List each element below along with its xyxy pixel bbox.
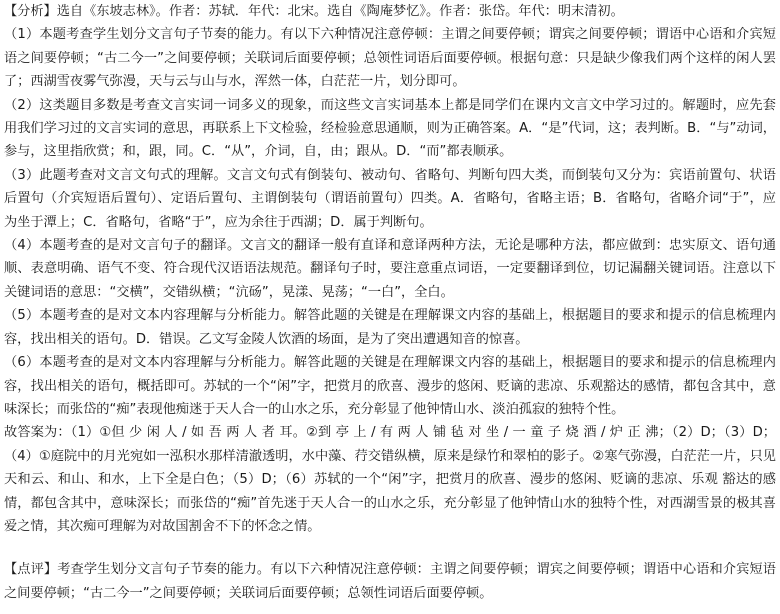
comment-paragraph: 【点评】考查学生划分文言句子节奏的能力。有以下六种情况注意停顿：主谓之间要停顿；谓宾之间要停顿；谓语中心语和介宾短语之间要停顿；“古二今一”之间要停顿；关联词后面要停顿；总领性词语后面要停顿。 — [4, 562, 776, 601]
analysis-item-1: （1）本题考查学生划分文言句子节奏的能力。有以下六种情况注意停顿：主谓之间要停顿；谓宾之间要停顿；谓语中心语和介宾短语之间要停顿；“古二今一”之间要停顿；关联词后面要停顿；总领性词语后面要停顿。根据句意：只是缺少像我们两个这样的闲人罢了；西湖雪夜雾气弥漫，天与云与山与水，浑然一体，白茫茫一片，划分即可。 — [4, 27, 776, 90]
analysis-item-5: （5）本题考查的是对文本内容理解与分析能力。解答此题的关键是在理解课文内容的基础上，根据题目的要求和提示的信息梳理内容，找出相关的语句。D．错误。乙文写金陵人饮酒的场面，是为了突出遭遇知音的惊喜。 — [4, 308, 776, 347]
analysis-item-6: （6）本题考查的是对文本内容理解与分析能力。解答此题的关键是在理解课文内容的基础上，根据题目的要求和提示的信息梳理内容，找出相关的语句，概括即可。苏轼的一个“闲”字，把赏月的欣喜、漫步的悠闲、贬谪的悲凉、乐观豁达的感情，都包含其中，意味深长；而张岱的“痴”表现他痴迷于天人合一的山水之乐，充分彰显了他钟情山水、淡泊孤寂的独特个性。 — [4, 355, 776, 417]
analysis-header: 【分析】选自《东坡志林》。作者：苏轼．年代：北宋。选自《陶庵梦忆》。作者：张岱。年代：明末清初。 — [4, 4, 624, 19]
analysis-item-3: （3）此题考查对文言文句式的理解。文言文句式有倒装句、被动句、省略句、判断句四大类，而倒装句又分为：宾语前置句、状语后置句（介宾短语后置句）、定语后置句、主谓倒装句（谓语前置句）四类。A．省略句，省略主语；B．省略句，省略介词“于”，应为坐于潭上；C．省略句，省略“于”，应为余往于西湖；D．属于判断句。 — [4, 167, 776, 230]
answer-summary: 故答案为：（1）①但 少 闲 人 / 如 吾 两 人 者 耳。②到 亭 上 / 有 两 人 铺 毡 对 坐 / 一 童 子 烧 酒 / 炉 正 沸；（2）D；（3）D；（4）①庭院中的月光宛如一泓积水那样清澈透明，水中藻、荇交错纵横，原来是绿竹和翠柏的影子。②寒气弥漫，白茫茫一片，只见天和云、和山、和水，上下全是白色；（5）D；（6）苏轼的一个“闲”字，把赏月的欣喜、漫步的悠闲、贬谪的悲凉、乐观 豁达的感情，都包含其中，意味深长；而张岱的“痴”首先迷于天人合一的山水之乐，充分彰显了他钟情山水的独特个性，对西湖雪景的极其喜爱之情，其次痴可理解为对故国割舍不下的怀念之情。 — [4, 425, 776, 534]
analysis-item-4: （4）本题考查的是对文言句子的翻译。文言文的翻译一般有直译和意译两种方法，无论是哪种方法，都应做到：忠实原文、语句通顺、表意明确、语气不变、符合现代汉语语法规范。翻译句子时，要注意重点词语，一定要翻译到位，切记漏翻关键词语。注意以下关键词语的意思：“交横”，交错纵横；“沆砀”，晃漾、晃荡；“一白”，全白。 — [4, 238, 776, 300]
analysis-item-2: （2）这类题目多数是考查文言实词一词多义的现象，而这些文言实词基本上都是同学们在课内文言文中学习过的。解题时，应先套用我们学习过的文言实词的意思，再联系上下文检验，经检验意思通顺，则为正确答案。A．“是”代词，这；表判断。B．“与”动词，参与，这里指欣赏；和，跟，同。C．“从”，介词，自，由；跟从。D．“而”都表顺承。 — [4, 97, 776, 160]
section-gap — [4, 538, 776, 558]
